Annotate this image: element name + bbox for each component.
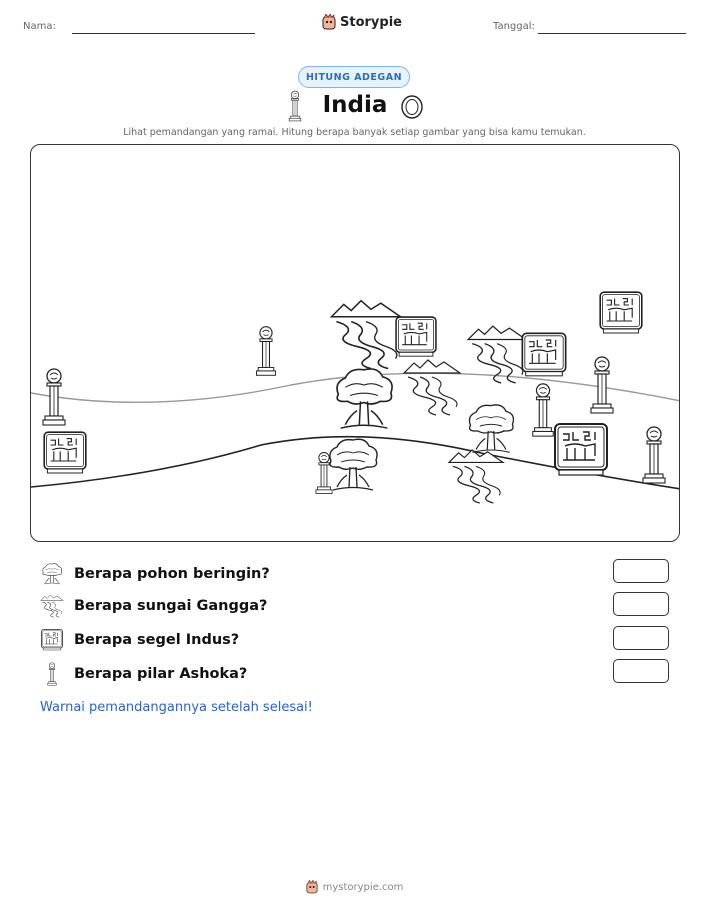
scene-illustration (31, 145, 680, 542)
activity-badge: HITUNG ADEGAN (298, 66, 410, 88)
storypie-mascot-icon (306, 880, 318, 894)
ashoka-pillar-icon (40, 662, 64, 686)
scene-frame (30, 144, 680, 542)
indus-seal-icon (40, 628, 64, 652)
ashoka-pillar-icon (256, 327, 275, 376)
name-line[interactable] (72, 33, 255, 34)
question-row (40, 661, 247, 687)
date-line[interactable] (538, 33, 686, 34)
date-label: Tanggal: (493, 21, 535, 32)
banyan-tree-icon (40, 562, 64, 586)
indus-seal-icon (600, 292, 642, 333)
answer-box-banyan[interactable] (613, 559, 669, 583)
footer (0, 880, 709, 894)
ashoka-pillar-icon (287, 90, 303, 122)
banyan-tree-icon (337, 369, 392, 428)
answer-box-ashoka[interactable] (613, 659, 669, 683)
brand-logo (322, 14, 402, 30)
page-title: India (322, 92, 388, 118)
ashoka-pillar-icon (533, 384, 554, 436)
instructions: Lihat pemandangan yang ramai. Hitung berapa banyak setiap gambar yang bisa kamu temukan. (123, 127, 586, 138)
indus-seal-icon (396, 317, 436, 356)
footer-url[interactable]: mystorypie.com (322, 881, 404, 893)
storypie-mascot-icon (322, 14, 336, 30)
question-text: Berapa pilar Ashoka? (74, 666, 248, 682)
brand-name: Storypie (340, 14, 402, 30)
banyan-tree-icon (330, 439, 377, 490)
indus-seal-icon (555, 424, 607, 475)
answer-box-ganges[interactable] (613, 592, 669, 616)
indus-seal-icon (44, 432, 86, 473)
question-row (40, 627, 239, 653)
question-text: Berapa sungai Gangga? (74, 598, 268, 614)
name-label: Nama: (23, 21, 56, 32)
indus-seal-icon (522, 333, 565, 376)
ashoka-pillar-icon (591, 357, 613, 413)
banyan-tree-icon (469, 405, 513, 452)
coin-icon (400, 94, 424, 120)
question-text: Berapa pohon beringin? (74, 566, 270, 582)
ganges-river-icon (449, 450, 503, 503)
coloring-instruction: Warnai pemandangannya setelah selesai! (40, 700, 313, 715)
question-row (40, 561, 270, 587)
question-text: Berapa segel Indus? (74, 632, 240, 648)
ganges-river-icon (404, 360, 460, 415)
ashoka-pillar-icon (43, 369, 65, 425)
ashoka-pillar-icon (643, 427, 665, 483)
question-row (40, 593, 267, 619)
answer-box-indus[interactable] (613, 626, 669, 650)
ganges-river-icon (331, 301, 400, 369)
ganges-river-icon (40, 594, 64, 618)
